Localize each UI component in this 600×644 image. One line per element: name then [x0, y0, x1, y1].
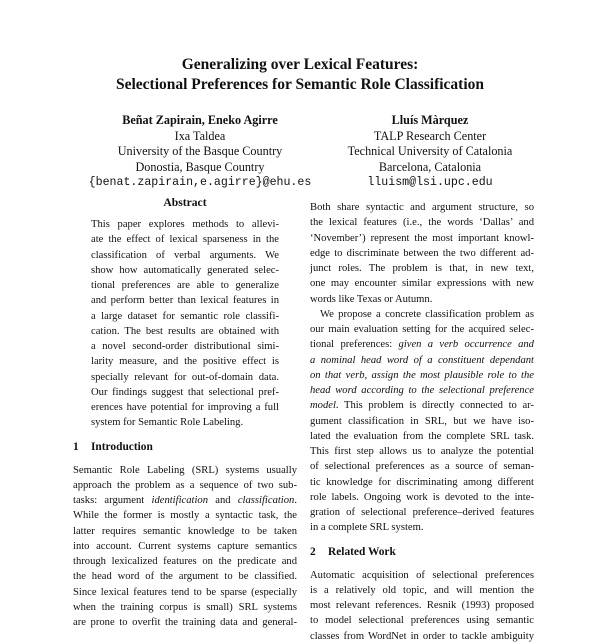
text-run: . [294, 495, 297, 506]
section-number: 2 [310, 545, 316, 558]
abstract-line: system for Semantic Role Labeling. [91, 417, 244, 429]
text-line: a nominal head word of a constituent dependant [310, 354, 534, 366]
author-email: {benat.zapirain,e.agirre}@ehu.es [88, 176, 312, 189]
text-line: the lexical features (i.e., the words ‘Dallas’ and [310, 217, 534, 229]
text-line: ‘November’) represent the most important knowl- [310, 232, 534, 244]
text-line: lated the evaluation from the complete SRL task. [310, 430, 534, 442]
abstract-heading: Abstract [163, 196, 207, 209]
text-line: our main evaluation setting for the acquired selec- [310, 324, 534, 335]
abstract-line: This paper explores methods to allevi- [91, 219, 279, 230]
abstract-line: tional preferences are able to generalize [91, 280, 279, 291]
text-line [310, 398, 534, 413]
abstract-line: show how automatically generated selec- [91, 264, 279, 276]
text-line: of selectional preferences as a source of seman- [310, 461, 534, 473]
text-line: when the training corpus is small) SRL systems [73, 601, 297, 613]
abstract-line: and perform better than lexical features in [91, 295, 279, 307]
paper-title-line-1: Generalizing over Lexical Features: [181, 56, 419, 73]
text-line [310, 337, 534, 352]
author-university: University of the Basque Country [117, 144, 283, 158]
related-work-body [310, 568, 534, 644]
text-line: Both share syntactic and argument structure, so [310, 202, 534, 213]
text-line: We propose a concrete classification problem as [320, 308, 534, 320]
text-line: edge to discriminate between the two different ad- [310, 247, 534, 259]
text-line: head word according to the selectional preference [310, 385, 534, 396]
text-line: gration of selectional preference–derived features [310, 507, 534, 518]
text-line: is a relatively old topic, and will mention the [310, 584, 534, 596]
abstract-line: a novel second-order distributional simi- [91, 341, 279, 352]
abstract-body [91, 217, 279, 431]
abstract-line: classification of verbal arguments. We [91, 249, 279, 261]
emphasis-run: model [310, 400, 336, 412]
text-line: Since lexical features tend to be sparse (especially [73, 586, 297, 598]
author-names: Beñat Zapirain, Eneko Agirre [122, 113, 278, 127]
emphasis-run: given a verb occurrence and [398, 339, 534, 351]
text-line: through lexicalized features on the predicate and [73, 556, 297, 567]
abstract-line: specially relevant for out-of-domain data. [91, 371, 279, 383]
text-line [73, 493, 297, 508]
text-line: Semantic Role Labeling (SRL) systems usually [73, 464, 297, 476]
text-line: tic knowledge for discriminating among different [310, 476, 534, 488]
abstract-line: ate the effect of lexical sparseness in the [91, 234, 279, 246]
text-run: tasks: argument [73, 495, 152, 506]
left-column [73, 196, 297, 630]
text-run: tional preferences: [310, 339, 399, 351]
emphasis-identification: identification [151, 495, 208, 506]
text-line: classes from WordNet in order to tackle ambiguity [310, 630, 534, 642]
text-line: to model selectional preferences using semantic [310, 615, 534, 627]
author-organization: TALP Research Center [373, 128, 487, 143]
author-organization: Ixa Taldea [174, 128, 226, 143]
emphasis-classification: classification [237, 495, 295, 506]
section-title: Introduction [91, 440, 153, 453]
author-location: Donostia, Basque Country [135, 159, 265, 174]
text-line: one may encounter similar expressions with new [310, 278, 534, 290]
introduction-body [73, 463, 297, 631]
text-line: words like Texas or Autumn. [310, 293, 433, 305]
author-location: Barcelona, Catalonia [378, 159, 482, 174]
text-line: most relevant references. Resnik (1993) proposed [310, 600, 534, 611]
section-number: 1 [73, 440, 79, 453]
right-column [310, 200, 534, 644]
abstract-line: larity measure, and the positive effect is [91, 356, 279, 368]
text-line: the head word of the argument to be classified. [73, 571, 297, 583]
paragraph [310, 200, 534, 307]
section-title: Related Work [328, 545, 396, 558]
author-names: Lluís Màrquez [391, 113, 469, 127]
author-email: lluism@lsi.upc.edu [367, 176, 493, 189]
text-line: This first step allows us to analyze the potential [310, 446, 534, 457]
section-heading-related-work [310, 545, 534, 559]
abstract-line: erences have potential for improving a full [91, 402, 279, 413]
text-line: Automatic acquisition of selectional preferences [310, 569, 534, 581]
author-university: Technical University of Catalonia [347, 144, 513, 158]
text-line: latter requires semantic knowledge to be taken [73, 525, 297, 537]
text-line: gument classification in SRL, but we have iso- [310, 415, 534, 427]
text-run: . This problem is directly connected to ar- [335, 400, 534, 412]
paragraph [310, 307, 534, 536]
text-run: and [208, 495, 238, 506]
abstract-line: cation. The best results are obtained with [91, 325, 279, 337]
paper-title-line-2: Selectional Preferences for Semantic Role Classification [115, 76, 485, 93]
abstract-line: Our findings suggest that selectional pref- [91, 386, 279, 398]
text-line: approach the problem as a sequence of two sub- [73, 479, 297, 491]
text-line: on that verb, assign the most plausible role to the [310, 369, 534, 381]
text-line: role labels. Ongoing work is devoted to the inte- [310, 491, 534, 503]
abstract-line: a large dataset for semantic role classifi- [91, 310, 279, 322]
text-line: junct roles. The problem is that, in new text, [310, 263, 534, 274]
text-line: in a complete SRL system. [310, 522, 424, 534]
text-line: While the former is mostly a syntactic task, the [73, 510, 297, 522]
text-line: into account. Current systems capture semantics [73, 540, 297, 552]
author-block-right [290, 113, 570, 191]
text-line: are prone to overfit the training data and general- [73, 617, 297, 628]
section-heading-introduction [73, 440, 297, 454]
